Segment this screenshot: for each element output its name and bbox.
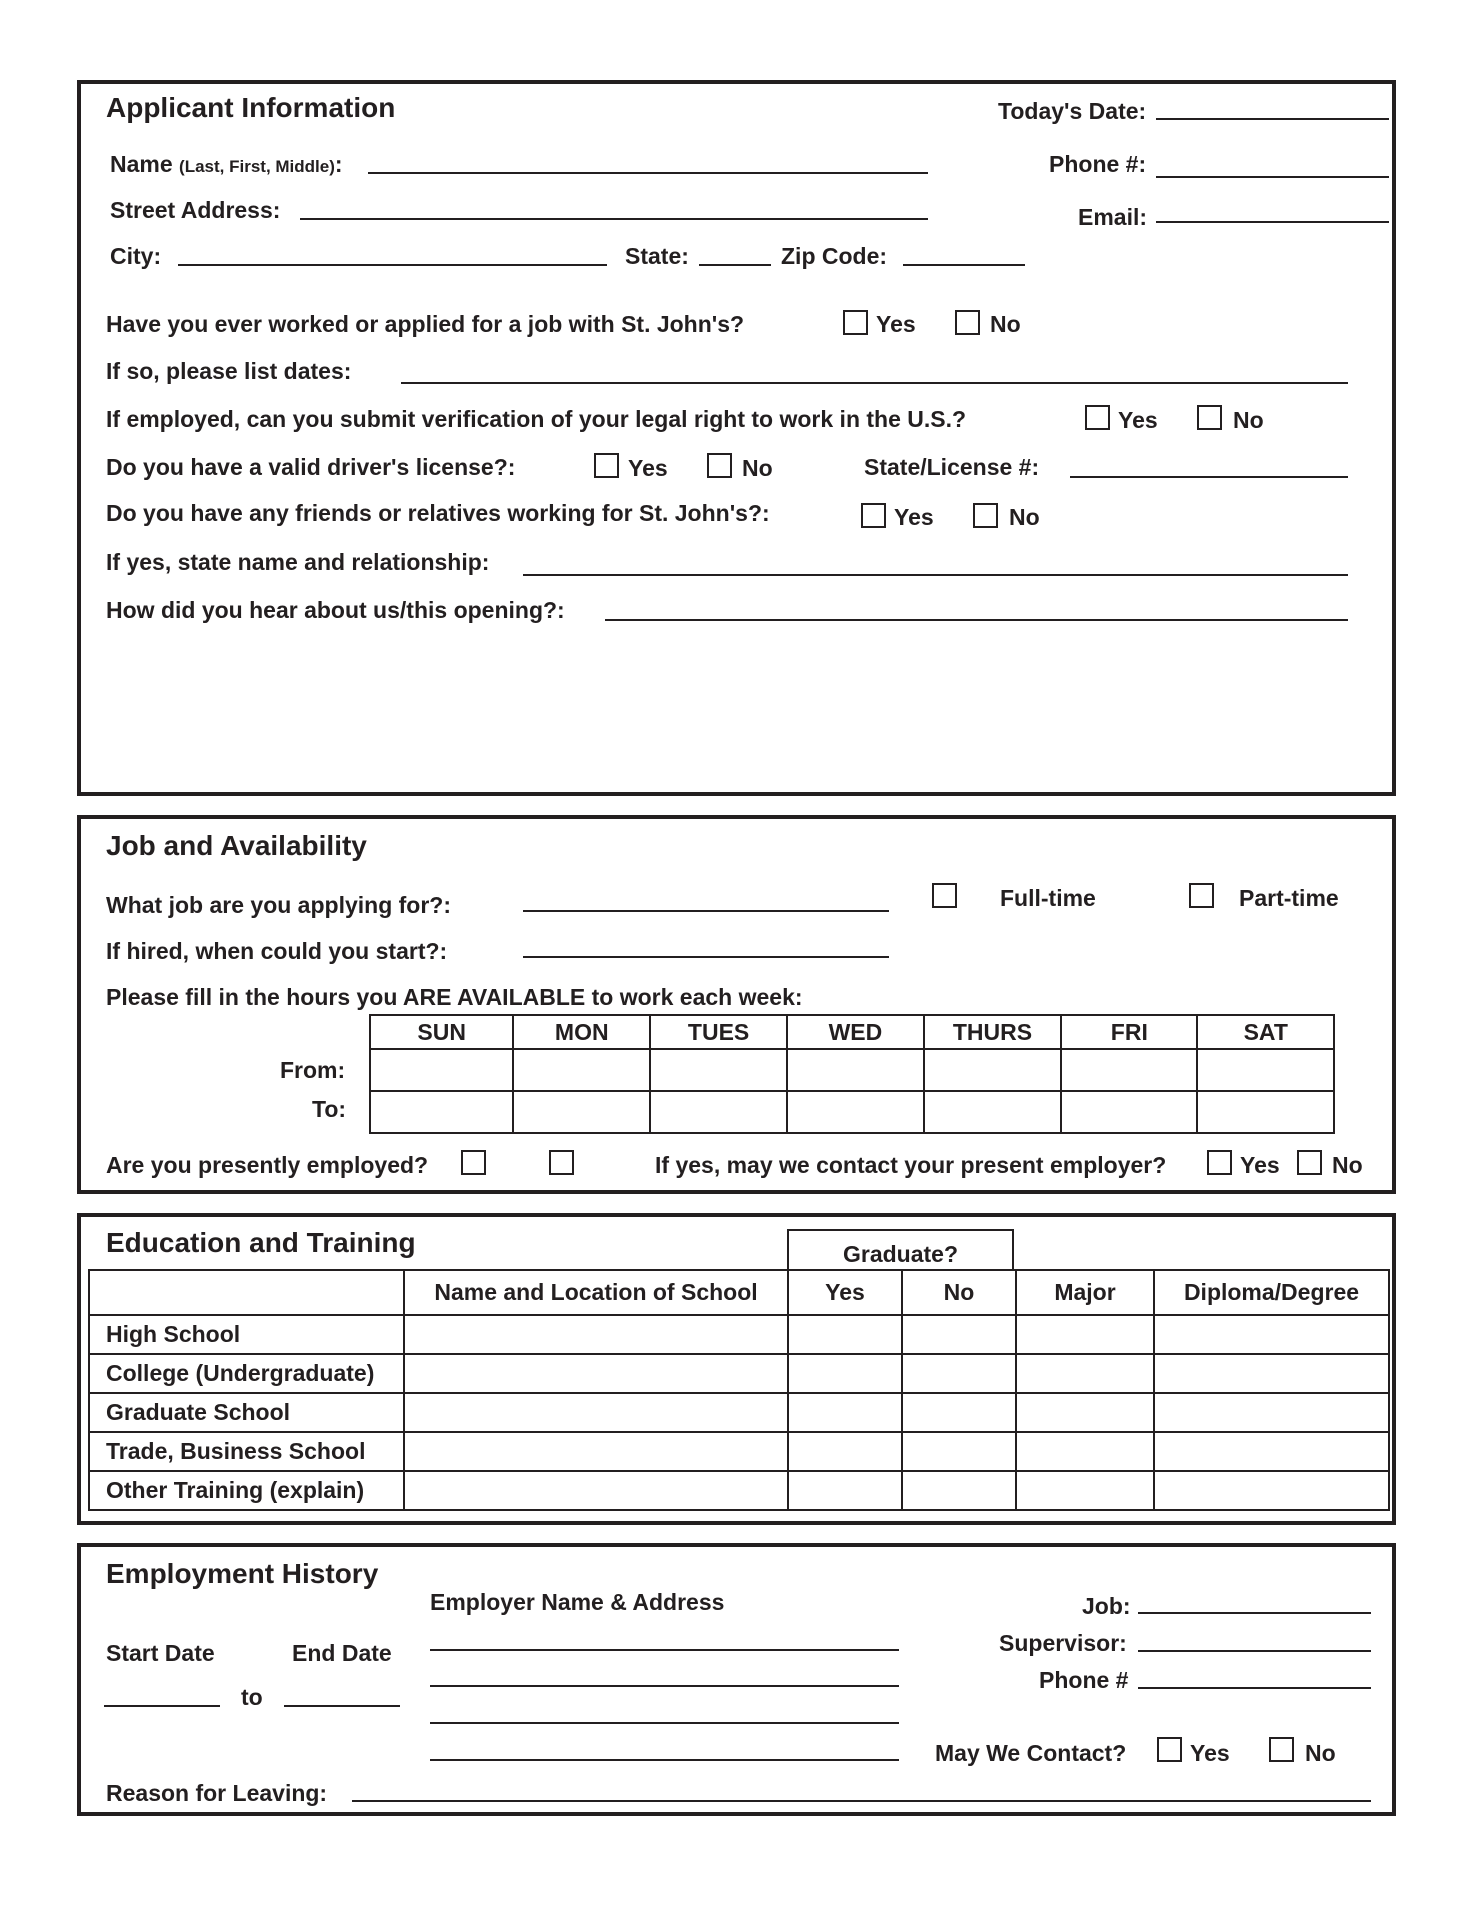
applicant-information-section xyxy=(77,80,1396,796)
to-thurs-cell[interactable] xyxy=(924,1091,1061,1133)
street-address-label: Street Address: xyxy=(110,197,281,223)
license-question: Do you have a valid driver's license?: xyxy=(106,454,516,480)
license-yes-checkbox[interactable] xyxy=(594,453,619,478)
presently-employed-no-checkbox[interactable] xyxy=(549,1150,574,1175)
zip-code-field[interactable] xyxy=(903,264,1025,266)
friends-no-label: No xyxy=(1009,504,1040,530)
employment-end-field[interactable] xyxy=(284,1705,400,1707)
table-row xyxy=(89,1315,1389,1354)
city-label: City: xyxy=(110,243,162,269)
to-sat-cell[interactable] xyxy=(1197,1091,1334,1133)
graduate-yes-header: Yes xyxy=(788,1270,902,1315)
diploma-degree-cell[interactable] xyxy=(1154,1393,1389,1432)
state-license-label: State/License #: xyxy=(864,454,1040,480)
friends-yes-label: Yes xyxy=(894,504,934,530)
from-mon-cell[interactable] xyxy=(513,1049,650,1091)
hours-prompt: Please fill in the hours you ARE AVAILABLE to work each week: xyxy=(106,984,803,1010)
hear-about-question: How did you hear about us/this opening?: xyxy=(106,597,565,623)
state-label: State: xyxy=(625,243,689,269)
hear-about-field[interactable] xyxy=(605,619,1348,621)
school-name-cell[interactable] xyxy=(404,1393,788,1432)
todays-date-field[interactable] xyxy=(1156,118,1389,120)
from-sat-cell[interactable] xyxy=(1197,1049,1334,1091)
employer-line-2[interactable] xyxy=(430,1685,899,1687)
friends-yes-checkbox[interactable] xyxy=(861,503,886,528)
graduate-no-cell[interactable] xyxy=(902,1471,1016,1510)
day-mon: MON xyxy=(513,1015,650,1049)
contact-employer-yes-label: Yes xyxy=(1240,1152,1280,1178)
legal-right-yes-checkbox[interactable] xyxy=(1085,405,1110,430)
contact-employer-no-label: No xyxy=(1332,1152,1363,1178)
graduate-label: Graduate? xyxy=(842,1241,959,1267)
day-wed: WED xyxy=(787,1015,924,1049)
end-date-label: End Date xyxy=(292,1640,392,1666)
reason-leaving-label: Reason for Leaving: xyxy=(106,1780,328,1806)
name-hint: (Last, First, Middle) xyxy=(179,157,335,176)
legal-right-question: If employed, can you submit verification of your legal right to work in the U.S.? xyxy=(106,406,967,432)
friends-question: Do you have any friends or relatives working for St. John's?: xyxy=(106,500,770,526)
school-name-cell[interactable] xyxy=(404,1315,788,1354)
day-sat: SAT xyxy=(1197,1015,1334,1049)
graduate-yes-cell[interactable] xyxy=(788,1315,902,1354)
relationship-field[interactable] xyxy=(523,574,1348,576)
job-applying-field[interactable] xyxy=(523,910,889,912)
date-to-label: to xyxy=(241,1684,263,1710)
supervisor-field[interactable] xyxy=(1138,1650,1371,1652)
worked-before-no-checkbox[interactable] xyxy=(955,310,980,335)
city-field[interactable] xyxy=(178,264,607,266)
to-fri-cell[interactable] xyxy=(1061,1091,1197,1133)
may-contact-no-label: No xyxy=(1305,1740,1336,1766)
may-contact-yes-checkbox[interactable] xyxy=(1157,1737,1182,1762)
graduate-yes-cell[interactable] xyxy=(788,1354,902,1393)
dates-field[interactable] xyxy=(401,382,1348,384)
school-name-cell[interactable] xyxy=(404,1432,788,1471)
legal-right-yes-label: Yes xyxy=(1118,407,1158,433)
day-tues: TUES xyxy=(650,1015,787,1049)
education-training-heading: Education and Training xyxy=(106,1227,416,1258)
part-time-label: Part-time xyxy=(1239,885,1339,911)
license-yes-label: Yes xyxy=(628,455,668,481)
zip-code-label: Zip Code: xyxy=(781,243,888,269)
major-cell[interactable] xyxy=(1016,1354,1154,1393)
diploma-degree-cell[interactable] xyxy=(1154,1471,1389,1510)
reason-leaving-field[interactable] xyxy=(352,1800,1371,1802)
contact-employer-question: If yes, may we contact your present employer? xyxy=(655,1152,1167,1178)
day-sun: SUN xyxy=(370,1015,513,1049)
graduate-header xyxy=(787,1229,1014,1271)
name-label: Name (Last, First, Middle): xyxy=(110,151,343,177)
day-thurs: THURS xyxy=(924,1015,1061,1049)
availability-to-row xyxy=(370,1091,1334,1133)
diploma-degree-cell[interactable] xyxy=(1154,1315,1389,1354)
may-contact-no-checkbox[interactable] xyxy=(1269,1737,1294,1762)
education-header-row xyxy=(89,1270,1389,1315)
worked-before-yes-checkbox[interactable] xyxy=(843,310,868,335)
employment-phone-label: Phone # xyxy=(1039,1667,1129,1693)
contact-employer-yes-checkbox[interactable] xyxy=(1207,1150,1232,1175)
table-row xyxy=(89,1393,1389,1432)
education-level-label: Other Training (explain) xyxy=(89,1471,404,1510)
worked-before-no-label: No xyxy=(990,311,1021,337)
to-mon-cell[interactable] xyxy=(513,1091,650,1133)
to-tues-cell[interactable] xyxy=(650,1091,787,1133)
to-wed-cell[interactable] xyxy=(787,1091,924,1133)
legal-right-no-checkbox[interactable] xyxy=(1197,405,1222,430)
employment-start-field[interactable] xyxy=(104,1705,220,1707)
part-time-checkbox[interactable] xyxy=(1189,883,1214,908)
education-level-label: High School xyxy=(89,1315,404,1354)
state-field[interactable] xyxy=(699,264,771,266)
education-table xyxy=(88,1269,1390,1511)
employment-phone-field[interactable] xyxy=(1138,1687,1371,1689)
education-level-label: College (Undergraduate) xyxy=(89,1354,404,1393)
major-cell[interactable] xyxy=(1016,1471,1154,1510)
presently-employed-question: Are you presently employed? xyxy=(106,1152,429,1178)
license-no-label: No xyxy=(742,455,773,481)
diploma-degree-header: Diploma/Degree xyxy=(1154,1270,1389,1315)
state-license-field[interactable] xyxy=(1070,476,1348,478)
from-sun-cell[interactable] xyxy=(370,1049,513,1091)
job-applying-question: What job are you applying for?: xyxy=(106,892,451,918)
may-contact-yes-label: Yes xyxy=(1190,1740,1230,1766)
start-date-label: Start Date xyxy=(106,1640,215,1666)
employment-history-heading: Employment History xyxy=(106,1558,379,1589)
school-name-cell[interactable] xyxy=(404,1471,788,1510)
graduate-yes-cell[interactable] xyxy=(788,1393,902,1432)
worked-before-question: Have you ever worked or applied for a job with St. John's? xyxy=(106,311,745,337)
from-label: From: xyxy=(280,1057,346,1083)
employer-name-address-label: Employer Name & Address xyxy=(430,1589,725,1615)
contact-employer-no-checkbox[interactable] xyxy=(1297,1150,1322,1175)
legal-right-no-label: No xyxy=(1233,407,1264,433)
education-level-label: Graduate School xyxy=(89,1393,404,1432)
major-cell[interactable] xyxy=(1016,1393,1154,1432)
street-address-field[interactable] xyxy=(300,218,928,220)
job-availability-heading: Job and Availability xyxy=(106,830,367,861)
may-contact-question: May We Contact? xyxy=(935,1740,1127,1766)
major-cell[interactable] xyxy=(1016,1315,1154,1354)
presently-employed-yes-checkbox[interactable] xyxy=(461,1150,486,1175)
to-label: To: xyxy=(312,1096,347,1122)
availability-table xyxy=(369,1014,1335,1134)
phone-field[interactable] xyxy=(1156,176,1389,178)
todays-date-label: Today's Date: xyxy=(998,98,1147,124)
phone-label: Phone #: xyxy=(1049,151,1147,177)
major-cell[interactable] xyxy=(1016,1432,1154,1471)
employer-line-1[interactable] xyxy=(430,1649,899,1651)
supervisor-label: Supervisor: xyxy=(999,1630,1127,1656)
to-sun-cell[interactable] xyxy=(370,1091,513,1133)
major-header: Major xyxy=(1016,1270,1154,1315)
graduate-no-cell[interactable] xyxy=(902,1354,1016,1393)
table-row xyxy=(89,1354,1389,1393)
diploma-degree-cell[interactable] xyxy=(1154,1432,1389,1471)
friends-no-checkbox[interactable] xyxy=(973,503,998,528)
relationship-question: If yes, state name and relationship: xyxy=(106,549,490,575)
license-no-checkbox[interactable] xyxy=(707,453,732,478)
graduate-yes-cell[interactable] xyxy=(788,1432,902,1471)
employment-job-field[interactable] xyxy=(1138,1612,1371,1614)
day-fri: FRI xyxy=(1061,1015,1197,1049)
worked-before-yes-label: Yes xyxy=(876,311,916,337)
availability-header-row xyxy=(370,1015,1334,1049)
from-tues-cell[interactable] xyxy=(650,1049,787,1091)
graduate-yes-cell[interactable] xyxy=(788,1471,902,1510)
graduate-no-cell[interactable] xyxy=(902,1315,1016,1354)
employer-line-3[interactable] xyxy=(430,1722,899,1724)
name-field[interactable] xyxy=(368,172,928,174)
applicant-information-heading: Applicant Information xyxy=(106,92,396,123)
table-row xyxy=(89,1471,1389,1510)
table-row xyxy=(89,1432,1389,1471)
start-date-question: If hired, when could you start?: xyxy=(106,938,448,964)
graduate-no-header: No xyxy=(902,1270,1016,1315)
diploma-degree-cell[interactable] xyxy=(1154,1354,1389,1393)
dates-question: If so, please list dates: xyxy=(106,358,352,384)
from-fri-cell[interactable] xyxy=(1061,1049,1197,1091)
email-field[interactable] xyxy=(1156,221,1389,223)
from-thurs-cell[interactable] xyxy=(924,1049,1061,1091)
education-level-header xyxy=(89,1270,404,1315)
availability-from-row xyxy=(370,1049,1334,1091)
full-time-checkbox[interactable] xyxy=(932,883,957,908)
email-label: Email: xyxy=(1078,204,1148,230)
employment-job-label: Job: xyxy=(1082,1593,1131,1619)
graduate-no-cell[interactable] xyxy=(902,1393,1016,1432)
full-time-label: Full-time xyxy=(1000,885,1096,911)
education-level-label: Trade, Business School xyxy=(89,1432,404,1471)
school-name-cell[interactable] xyxy=(404,1354,788,1393)
graduate-no-cell[interactable] xyxy=(902,1432,1016,1471)
from-wed-cell[interactable] xyxy=(787,1049,924,1091)
employer-line-4[interactable] xyxy=(430,1759,899,1761)
start-date-field[interactable] xyxy=(523,956,889,958)
school-name-header: Name and Location of School xyxy=(404,1270,788,1315)
